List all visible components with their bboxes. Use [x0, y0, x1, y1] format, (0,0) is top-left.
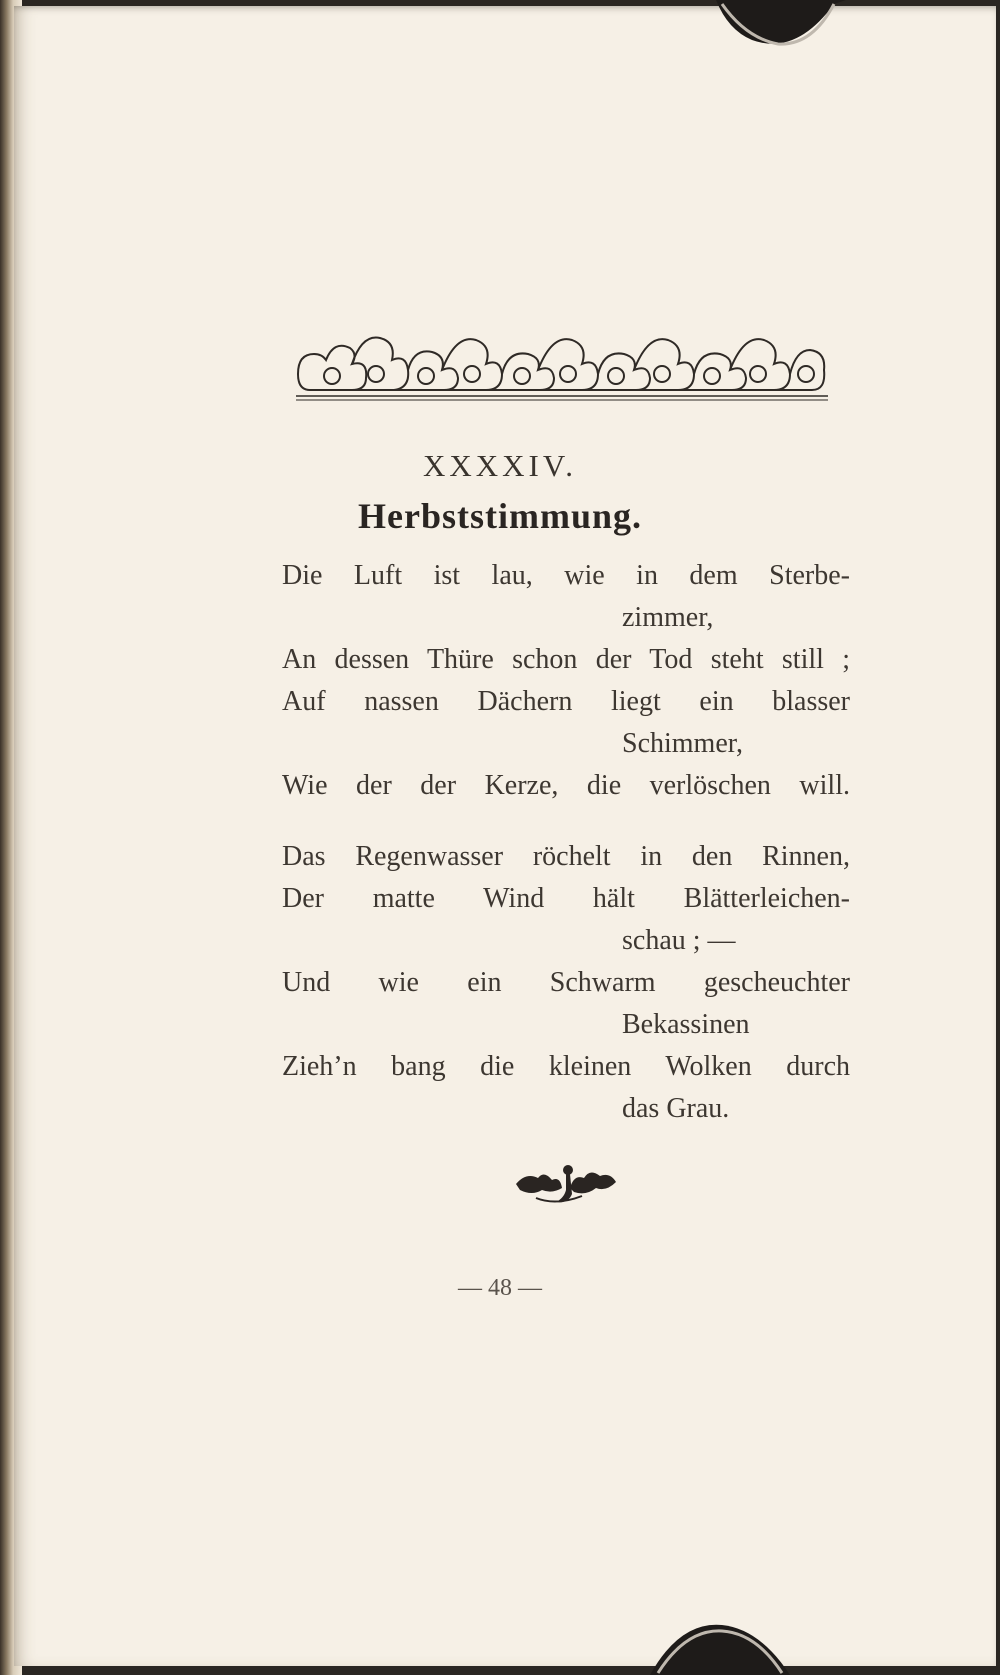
poem-line: Das Regenwasser röchelt in den Rinnen, — [282, 841, 850, 872]
stanza — [282, 555, 850, 807]
leaf-fleuron-icon — [512, 1160, 620, 1210]
chapter-number: XXXXIV. — [422, 448, 577, 483]
poem-line-continuation: schau ; — — [622, 925, 736, 956]
page-clip-bottom-icon — [650, 1615, 790, 1675]
poem-line-continuation: Schimmer, — [622, 728, 743, 759]
page-clip-icon — [716, 0, 846, 52]
page-number: — 48 — — [458, 1275, 542, 1301]
poem-line: Und wie ein Schwarm gescheuchter — [282, 967, 850, 998]
poem-line-continuation: zimmer, — [622, 602, 714, 633]
poem-line: An dessen Thüre schon der Tod steht still ; — [282, 644, 850, 675]
poem-line: Zieh’n bang die kleinen Wolken durch — [282, 1051, 850, 1082]
poem-line: Auf nassen Dächern liegt ein blasser — [282, 686, 850, 717]
poem-line: Die Luft ist lau, wie in dem Sterbe- — [282, 560, 850, 591]
poem-line: Wie der der Kerze, die verlöschen will. — [282, 770, 850, 801]
poem-line: Der matte Wind hält Blätterleichen- — [282, 883, 850, 914]
poem-line-continuation: Bekassinen — [622, 1009, 750, 1040]
poem-title: Herbststimmung. — [358, 496, 642, 536]
stanza — [282, 836, 850, 1130]
arabesque-border-icon — [296, 330, 828, 402]
poem-line-continuation: das Grau. — [622, 1093, 730, 1124]
